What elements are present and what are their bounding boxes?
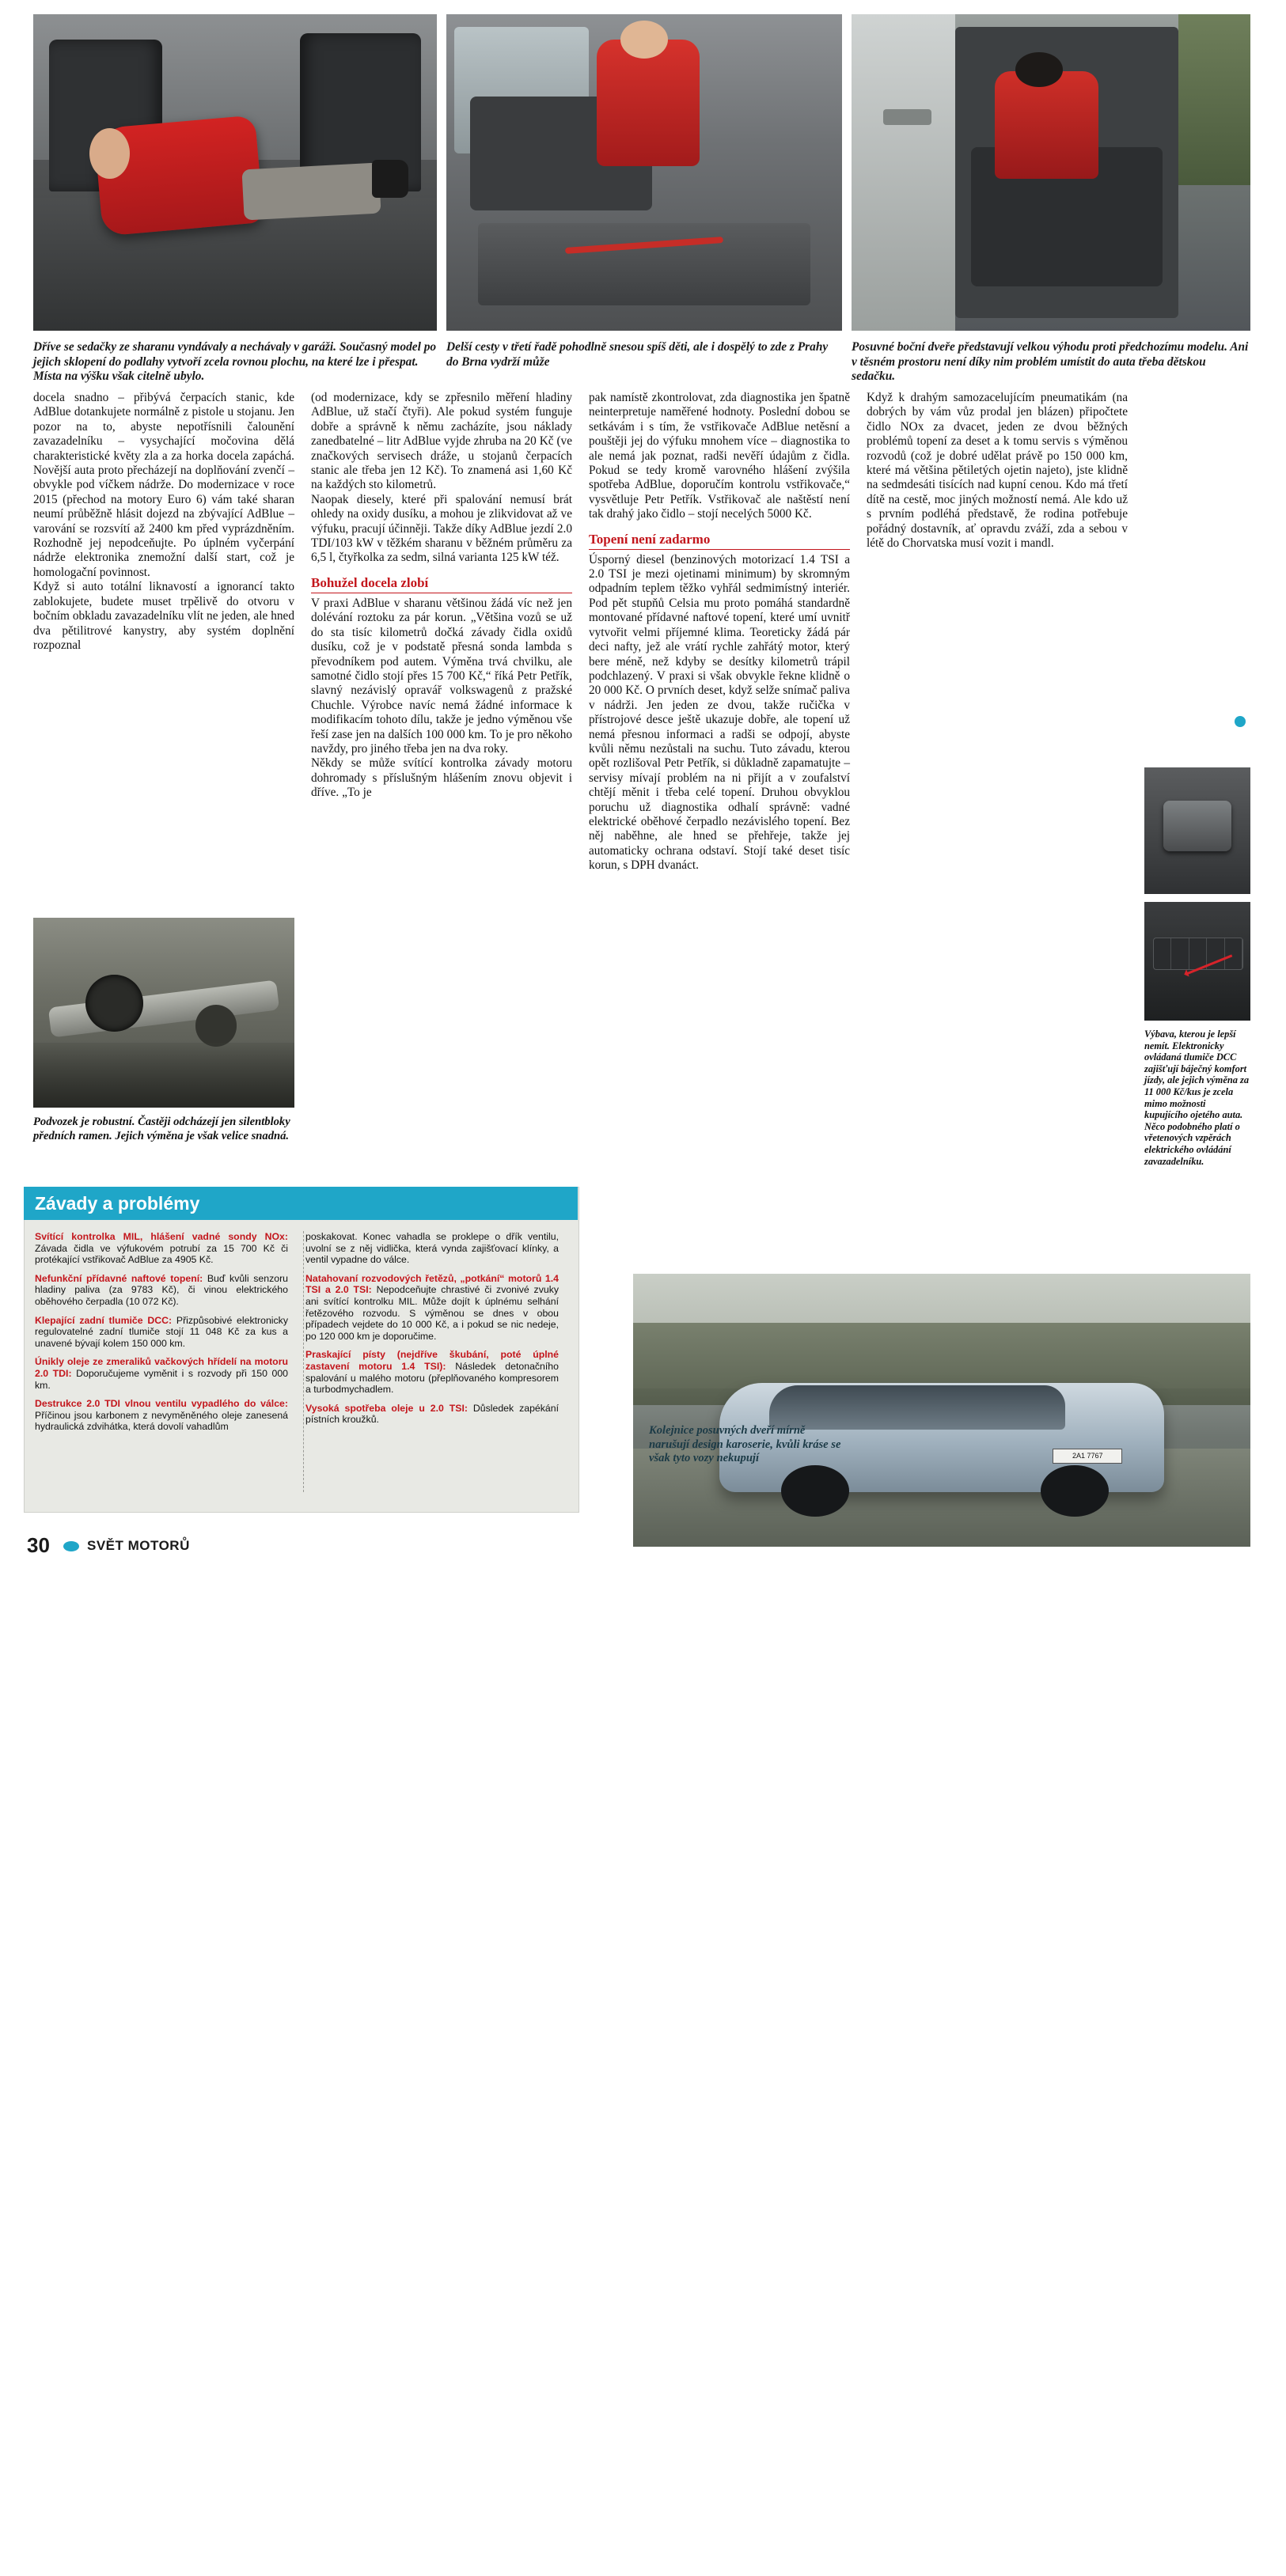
- photo-person-legs: [242, 163, 382, 221]
- paragraph: (od modernizace, kdy se zpřesnilo měření hladiny AdBlue, už stačí čtyři). Ale pokud systém funguje dobře a správně k němu zacházíte, jsou náklady zanedbatelné – litr AdBlue vyjde zhruba na 20 Kč (ve značkových servisech dráže, u stojanů čerpacích stanic ale třeba jen 12 Kč). To znamená asi 1,60 Kč na každých sto kilometrů.: [311, 391, 572, 492]
- paragraph: Někdy se může svítící kontrolka závady motoru dohromady s příslušným hlášením znovu objevit i dříve. „To je: [311, 756, 572, 800]
- photo-button: [1154, 938, 1172, 969]
- faults-columns: [35, 1231, 570, 1440]
- photo-silentblock: [85, 975, 143, 1032]
- photo-person-head: [620, 21, 668, 59]
- text-column-4: [867, 391, 1128, 551]
- fault-item: [35, 1356, 288, 1391]
- photo-button-panel: [1144, 902, 1250, 1021]
- text-column-1: [33, 391, 294, 653]
- fault-term: Praskající písty (nejdříve škubání, poté úplné zastavení motoru 1.4 TSI):: [305, 1349, 559, 1372]
- photo-license-plate: 2A1 7767: [1053, 1449, 1122, 1464]
- fault-item: [305, 1403, 559, 1426]
- fault-item: [305, 1349, 559, 1395]
- photo-car-front-wheel: [781, 1465, 849, 1517]
- fault-text: Následek detonačního spalování u malého motoru (přeplňovaného kompresorem a turbodmychadlem.: [305, 1360, 559, 1396]
- fault-item: [35, 1231, 288, 1266]
- photo-dcc-button: [1144, 767, 1250, 894]
- fault-text: Přizpůsobivé elektronicky regulovatelné zadní tlumiče stojí 11 048 Kč za kus a unavené bývají kolem 150 000 km.: [35, 1314, 288, 1349]
- photo-person-head: [1015, 52, 1063, 87]
- subheading-bohuzel-docela-zlobi: Bohužel docela zlobí: [311, 575, 572, 593]
- photo-third-row: [446, 14, 842, 331]
- photo-button: [1171, 938, 1189, 969]
- fault-text: Nepodceňujte chrastivé či zvonivé zvuky ani svítící kontrolku MIL. Může dojít k úplnému selhání řetězového rozvodu. S výměnou se dnes v obou případech vejdete do 10 000 Kč, a i pokud se nic nedeje, po 120 000 km je doporučime.: [305, 1284, 559, 1342]
- paragraph: Když si auto totální liknavostí a ignorancí takto zablokujete, budete muset trpělivě do otvoru v bočním obkladu zavazadelníku vlít ne jeden, ale hned dva pětilitrové kanystry, aby systém doplnění rozpoznal: [33, 580, 294, 652]
- fault-item: [305, 1231, 559, 1266]
- end-of-article-bullet: [1235, 716, 1246, 727]
- caption-chassis: Podvozek je robustní. Častěji odcházejí jen silentbloky předních ramen. Jejich výměna je však velice snadná.: [33, 1116, 290, 1142]
- text-column-2: [311, 391, 572, 801]
- fault-item: [35, 1273, 288, 1308]
- subheading-topeni-neni-zadarmo: Topení není zadarmo: [589, 532, 850, 550]
- photo-person-shoe: [372, 160, 408, 198]
- photo-button-row: [1153, 938, 1244, 970]
- paragraph: pak namístě zkontrolovat, zda diagnostika jen špatně neinterpretuje naměřené hodnoty. Poslední dobou se setkávám i s tím, že vstřikovače AdBlue netěsní a pouštěji jej do výfuku mnohem více – diagnostika to ale nemá jak poznat, radši nevěří údajům z čidla. Pokud se tedy kromě varovného hlášení zvýšila spotřeba AdBlue, doporučím kontrolu vstřikovače,“ vysvětluje Petr Petřík. Vstřikovač ale naštěstí není tak drahý jako čidlo – stojí necelých 5000 Kč.: [589, 391, 850, 521]
- fault-term: Svítící kontrolka MIL, hlášení vadné sondy NOx:: [35, 1231, 288, 1242]
- fault-term: Klepající zadní tlumiče DCC:: [35, 1314, 173, 1326]
- photo-door-panel: [852, 14, 955, 331]
- paragraph: docela snadno – přibývá čerpacích stanic, kde AdBlue dotankujete normálně z pistole u stojanu. Jen pozor na to, abyste nepotřísnili čalounění zavazadelníku – vysychající močovina dělá charakteristické květy zla a za horka docela zapáchá. Novější auta proto přecházejí na doplňování zvenčí – obvykle pod víčkem nádrže. Do modernizace v roce 2015 (přechod na motory Euro 6) vám také sharan neumí průběžně hlásit dojezd na zbývající AdBlue – varování se rozsvítí až 2400 km před vyprázdněním. Rozhodně jej nepodceňujte. Po úplném vyčerpání nádrže elektronika znemožní další start, což je homologační povinnost.: [33, 391, 294, 579]
- fault-term: Vysoká spotřeba oleje u 2.0 TSI:: [305, 1402, 468, 1414]
- photo-car-glass: [769, 1385, 1065, 1429]
- caption-left: Dříve se sedačky ze sharanu vyndávaly a nechávaly v garáži. Současný model po jejich sklopení do podlahy vytvoří zcela rovnou plochu, na které lze i přespat. Místa na výšku však citelně ubylo.: [33, 340, 437, 383]
- caption-right: Posuvné boční dveře představují velkou výhodu proti předchozímu modelu. Ani v těsném prostoru není díky nim problém umístit do auta třeba dětskou sedačku.: [852, 340, 1249, 383]
- magazine-title: SVĚT MOTORŮ: [87, 1538, 190, 1553]
- paragraph: Úsporný diesel (benzinových motorizací 1.4 TSI a 2.0 TSI je mezi ojetinami minimum) by skromným odpadním teplem těžko vyhřál sedmimístný interiér. Pod pět stupňů Celsia mu proto pomáhá standardně montované přídavné naftové topení, které umí uvnitř vytvořit velmi příjemné klima. Teoreticky žádá pár deci nafty, jež ale vrátí rychle zahřátý motor, který bere méně, než kdyby se desítky kilometrů trápil podchlazený. V praxi si však obvykle řekne klidně o 20 000 Kč. O prvních deset, když selže snímač paliva v nádrži. Jen jeden ze dvou, takže ručička v přístrojové desce ještě ukazuje dobře, ale topení už nemá přesnou informaci a radši se odpojí, abyste kvůli němu nezůstali na suchu. Tuto závadu, kterou opět rozlišoval Petr Petřík, si důkladně zapamatujte – servisy mívají problém na ni přijít a v zoufalství chtějí měnit i třeba celé topení. Druhou obvyklou poruchu už diagnostika odhalí správně: vadné elektrické oběhové čerpadlo nezávislého topení. Bez něj naběhne, ale hned se přehřeje, takže jej automaticky ochrana odstaví. Stojí také deset tisíc korun, s DPH dvanáct.: [589, 552, 850, 873]
- photo-person-jacket: [995, 71, 1098, 179]
- caption-middle: Delší cesty v třetí řadě pohodlně snesou spíš děti, ale i dospělý to zde z Prahy do Brna vydrží může: [446, 340, 829, 369]
- photo-person-jacket: [597, 40, 700, 166]
- photo-folded-seats: [478, 223, 810, 305]
- faults-column-left: [35, 1231, 288, 1440]
- fault-term: Destrukce 2.0 TDI vlnou ventilu vypadlého do válce:: [35, 1398, 288, 1410]
- paragraph: Když k drahým samozacelujícím pneumatikám (na dobrých by vám vůz prodal jen blázen) připočtete čidlo NOx za dvacet, jeden ze dvou běžných problémů topení za deset a k tomu servis s výměnou rozvodů (což je dobré udělat právě po 150 000 km, které má většina pětiletých ojetin najeto), jste klidně na sedmdesáti tisících nad kupní cenou. Kdo má třetí dítě na cestě, moc jiných možností nemá. Ale kdo už s prvním podléhá představě, že rodina potřebuje pořádný dostavník, ať opravdu zváží, zda a sebou v létě do Chorvatska musí vozit i mandl.: [867, 391, 1128, 551]
- fault-text: Buď kvůli senzoru hladiny paliva (za 9783 Kč), či vinou elektrického oběhového čerpadla (10 072 Kč).: [35, 1272, 289, 1307]
- photo-suspension-arm: [48, 979, 280, 1037]
- photo-door-handle: [883, 109, 931, 125]
- caption-right-column: Výbava, kterou je lepší nemít. Elektronicky ovládaná tlumiče DCC zajišťují báječný komfort jízdy, ale jejich výměna za 11 000 Kč/kus je zcela mimo možnosti kupujícího ojetého auta. Něco podobného platí o vřetenových vzpěrách elektrického ovládání zavazadelníku.: [1144, 1029, 1250, 1167]
- faults-box-title: Závady a problémy: [24, 1187, 578, 1220]
- photo-car-rear-wheel: [1041, 1465, 1109, 1517]
- photo-sliding-door: [852, 14, 1250, 331]
- photo-button: [1225, 938, 1243, 969]
- photo-strip: [33, 14, 1250, 331]
- photo-joint: [195, 1005, 237, 1047]
- fault-item: [35, 1398, 288, 1433]
- paragraph: Naopak diesely, které při spalování nemusí brát ohledy na oxidy dusíku, a mohou je zlikvidovat až ve výfuku, pracují účinněji. Takže díky AdBlue jezdí 2.0 TDI/103 kW v těžkém sharanu v běžném průměru za 6,5 l, čtyřkolka za sedm, silná varianta 125 kW též.: [311, 492, 572, 565]
- photo-foliage: [1178, 14, 1250, 185]
- fault-term: Natahovaní rozvodových řetězů, „potkání“ motorů 1.4 TSI a 2.0 TSI:: [305, 1272, 559, 1296]
- photo-captions: [33, 340, 1250, 385]
- text-column-3: [589, 391, 850, 873]
- fault-term: Únikly oleje ze zmeraliků vačkových hřídelí na motoru 2.0 TDI:: [35, 1356, 288, 1379]
- fault-text: Příčinou jsou karbonem z nevyměněného oleje zanesená hydraulická zdvihátka, která dovolí vahadlům: [35, 1409, 288, 1433]
- photo-boot-flat-floor: [33, 14, 437, 331]
- page-number: 30: [27, 1533, 50, 1557]
- footer-dot-icon: [63, 1541, 79, 1551]
- fault-text: Důsledek zapékání pístních kroužků.: [305, 1402, 559, 1426]
- paragraph: V praxi AdBlue v sharanu většinou žádá víc než jen dolévání roztoku za pár korun. „Většina vozů se už do sta tisíc kilometrů dočká závady čidla oxidů dusíku, což je v podstatě přesná sonda lambda s převodníkem pod autem. Výměna trvá chvilku, ale samotné čidlo stojí přes 15 700 Kč,“ říká Petr Petřík, slavný nezávislý opravář volkswagenů z pražské Chuchle. Výrobce navíc nemá žádné informace k modifikacím tohoto dílu, takže je jedno výměnou vše řeší zase jen na dalších 100 000 km. To je pro někoho navždy, pro jiného třeba jen na dva roky.: [311, 596, 572, 756]
- photo-shadow: [33, 1043, 294, 1108]
- photo-car-exterior: [633, 1274, 1250, 1547]
- fault-text: Doporučujeme vyměnit i s rozvody při 150 000 km.: [35, 1367, 288, 1391]
- fault-item: [305, 1273, 559, 1343]
- fault-text: Závada čidla ve výfukovém potrubí za 15 700 Kč či protékající vstřikovač AdBlue za 4905 Kč.: [35, 1242, 288, 1266]
- fault-text: poskakovat. Konec vahadla se proklepe o dřík ventilu, uvolní se z něj vidlička, která vynda zajišťovací klínky, a ventil vypadne do válce.: [305, 1231, 559, 1266]
- photo-switch: [1163, 801, 1231, 851]
- caption-car-overlay: Kolejnice posuvných dveří mírně narušují design karoserie, kvůli kráse se však tyto vozy nekupují: [649, 1424, 841, 1464]
- photo-chassis: [33, 918, 294, 1108]
- fault-item: [35, 1315, 288, 1350]
- fault-term: Nefunkční přídavné naftové topení:: [35, 1272, 203, 1284]
- faults-column-right: [305, 1231, 559, 1440]
